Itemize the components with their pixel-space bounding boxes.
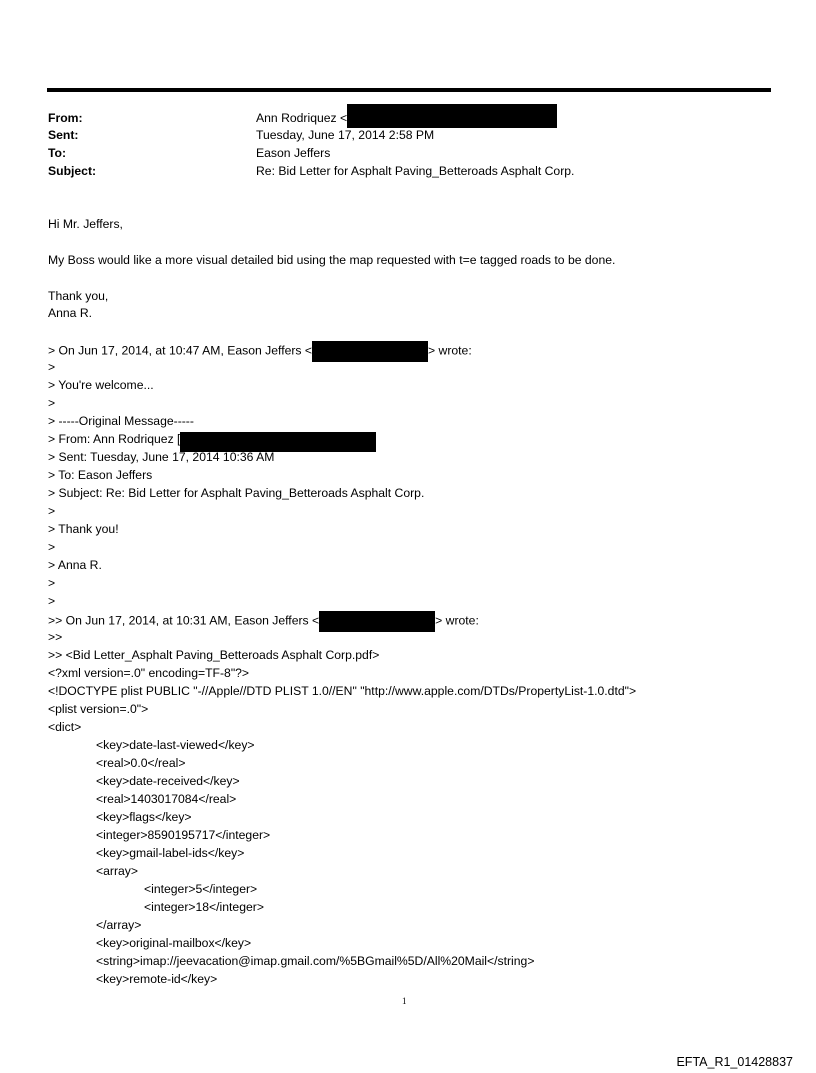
quoted-line: > xyxy=(48,594,56,608)
quoted-line: > Sent: Tuesday, June 17, 2014 10:36 AM xyxy=(48,450,275,464)
to-label: To: xyxy=(48,146,67,160)
redaction-bar xyxy=(312,341,428,362)
closing: Thank you, xyxy=(48,289,109,303)
quoted-line xyxy=(48,341,472,358)
xml-line: <array> xyxy=(96,864,139,878)
xml-line: <key>remote-id</key> xyxy=(96,972,218,986)
xml-line: <string>imap://jeevacation@imap.gmail.com/%5BGmail%5D/All%20Mail</string> xyxy=(96,954,535,968)
subject-label: Subject: xyxy=(48,164,97,178)
quoted-line: > xyxy=(48,360,56,374)
redaction-bar xyxy=(319,611,435,632)
quoted-text: > On Jun 17, 2014, at 10:47 AM, Eason Jeffers < xyxy=(48,343,313,358)
subject-value: Re: Bid Letter for Asphalt Paving_Betteroads Asphalt Corp. xyxy=(256,164,575,178)
signature: Anna R. xyxy=(48,306,93,320)
from-label: From: xyxy=(48,111,83,125)
quoted-line: > You're welcome... xyxy=(48,378,154,392)
xml-line: <key>gmail-label-ids</key> xyxy=(96,846,245,860)
quoted-line: > xyxy=(48,576,56,590)
quoted-line: > To: Eason Jeffers xyxy=(48,468,153,482)
quoted-line: >> xyxy=(48,630,63,644)
quoted-line: > Anna R. xyxy=(48,558,102,572)
body-paragraph: My Boss would like a more visual detailed bid using the map requested with t=e tagged roads to be done. xyxy=(48,253,616,267)
sent-row xyxy=(48,126,768,144)
xml-line: <key>original-mailbox</key> xyxy=(96,936,252,950)
sent-value: Tuesday, June 17, 2014 2:58 PM xyxy=(256,128,435,142)
quoted-text: > wrote: xyxy=(428,343,472,358)
quoted-line: > -----Original Message----- xyxy=(48,414,194,428)
document-id: EFTA_R1_01428837 xyxy=(676,1055,793,1069)
header-divider xyxy=(47,88,771,92)
quoted-line: > xyxy=(48,396,56,410)
xml-line: <?xml version=.0" encoding=TF-8"?> xyxy=(48,666,250,680)
quoted-line xyxy=(48,431,376,448)
quoted-text: > From: Ann Rodriquez [ xyxy=(48,432,181,446)
xml-line: <key>flags</key> xyxy=(96,810,192,824)
subject-row xyxy=(48,162,768,180)
xml-line: <real>1403017084</real> xyxy=(96,792,237,806)
to-row xyxy=(48,144,768,162)
from-value xyxy=(256,109,557,128)
quoted-line: > Subject: Re: Bid Letter for Asphalt Paving_Betteroads Asphalt Corp. xyxy=(48,486,425,500)
xml-line: <key>date-received</key> xyxy=(96,774,240,788)
xml-line: <integer>8590195717</integer> xyxy=(96,828,271,842)
xml-line: <integer>5</integer> xyxy=(144,882,258,896)
quoted-line xyxy=(48,611,479,628)
xml-line: <real>0.0</real> xyxy=(96,756,186,770)
xml-line: <integer>18</integer> xyxy=(144,900,264,914)
quoted-line: > xyxy=(48,540,56,554)
page-number: 1 xyxy=(402,996,407,1006)
xml-line: <plist version=.0"> xyxy=(48,702,149,716)
xml-line: <dict> xyxy=(48,720,82,734)
quoted-text: > wrote: xyxy=(435,613,479,628)
xml-line: </array> xyxy=(96,918,142,932)
quoted-line: > xyxy=(48,504,56,518)
xml-line: <!DOCTYPE plist PUBLIC "-//Apple//DTD PLIST 1.0//EN" "http://www.apple.com/DTDs/PropertyList-1.0.dtd"> xyxy=(48,684,637,698)
attachment-line: >> <Bid Letter_Asphalt Paving_Betteroads Asphalt Corp.pdf> xyxy=(48,648,380,662)
quoted-text: >> On Jun 17, 2014, at 10:31 AM, Eason Jeffers < xyxy=(48,613,320,628)
from-name: Ann Rodriquez < xyxy=(256,111,348,125)
redaction-bar xyxy=(347,104,557,128)
xml-line: <key>date-last-viewed</key> xyxy=(96,738,255,752)
from-row xyxy=(48,109,768,127)
quoted-line: > Thank you! xyxy=(48,522,119,536)
to-value: Eason Jeffers xyxy=(256,146,331,160)
greeting: Hi Mr. Jeffers, xyxy=(48,217,123,231)
sent-label: Sent: xyxy=(48,128,79,142)
